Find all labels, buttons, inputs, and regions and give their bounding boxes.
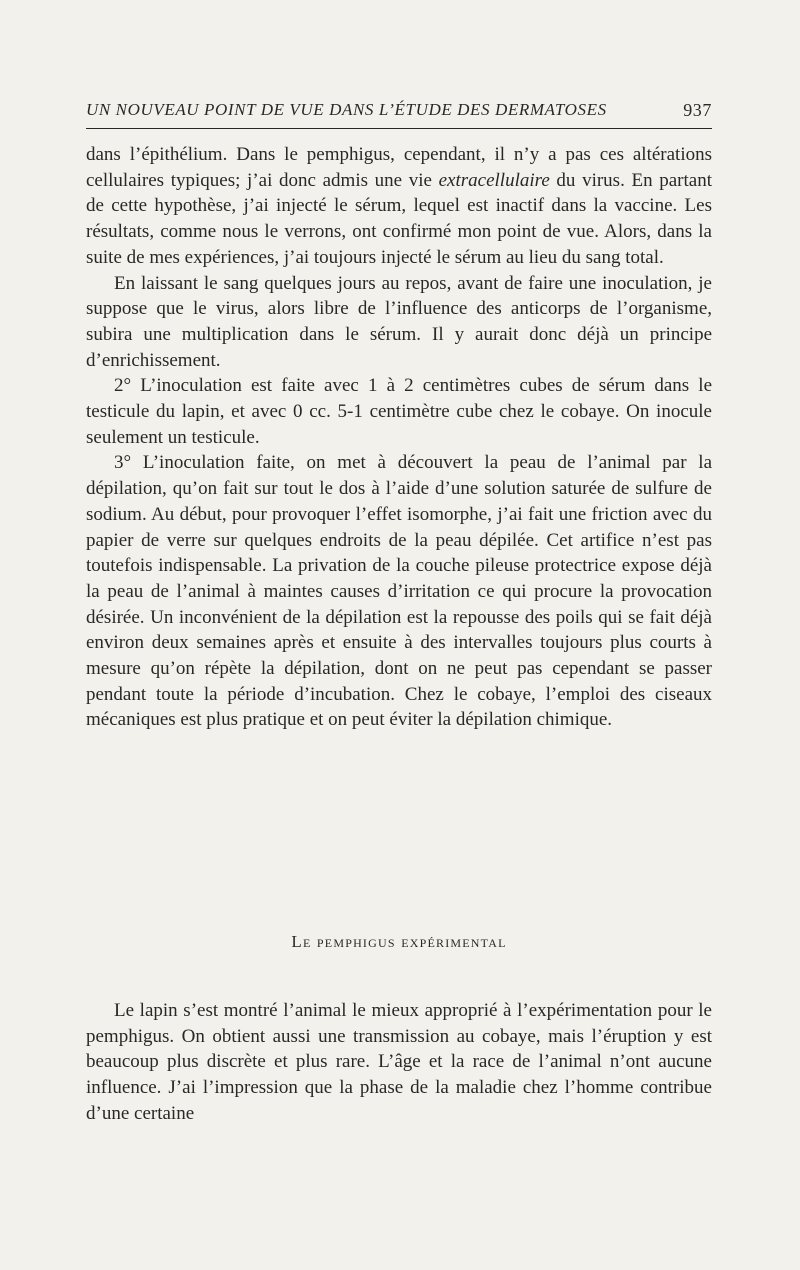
body-text-upper	[86, 142, 712, 733]
running-head	[86, 98, 712, 122]
paragraph-serum-rest: En laissant le sang quelques jours au repos, avant de faire une inoculation, je suppose que le virus, alors libre de l’influence des anticorps de l’organisme, subira une multiplication dans le sérum. Il y aurait donc déjà un principe d’enrichissement.	[86, 272, 712, 371]
page-number: 937	[683, 100, 712, 120]
section-heading: Le pemphigus expérimental	[291, 932, 507, 951]
header-rule	[86, 128, 712, 129]
paragraph-lapin: Le lapin s’est montré l’animal le mieux approprié à l’expérimentation pour le pemphigus. On obtient aussi une transmission au cobaye, mais l’éruption y est beaucoup plus discrète et plus rare. L’âge et la race de l’animal n’ont aucune influence. J’ai l’impression que la phase de la maladie chez l’homme contribue d’une certaine	[86, 1000, 712, 1124]
running-head-title: UN NOUVEAU POINT DE VUE DANS L’ÉTUDE DES DERMATOSES	[86, 100, 607, 119]
body-text-lower	[86, 998, 712, 1127]
paragraph-point-3: 3° L’inoculation faite, on met à découvert la peau de l’animal par la dépilation, qu’on fait sur tout le dos à l’aide d’une solution saturée de sulfure de sodium. Au début, pour provoquer l’effet isomorphe, j’ai fait une friction avec du papier de verre sur quelques endroits de la peau dépilée. Cet artifice n’est pas toutefois indispensable. La privation de la couche pileuse protectrice expose déjà la peau de l’animal à maintes causes d’irritation ce qui procure la provocation désirée. Un inconvénient de la dépilation est la repousse des poils qui se fait déjà environ deux semaines après et ensuite à des intervalles toujours plus courts à mesure qu’on répète la dépilation, dont on ne peut pas cependant se passer pendant toute la période d’incubation. Chez le cobaye, l’emploi des ciseaux mécaniques est plus pratique et on peut éviter la dépilation chimique.	[86, 452, 712, 731]
paragraph-point-2: 2° L’inoculation est faite avec 1 à 2 centimètres cubes de sérum dans le testicule du lapin, et avec 0 cc. 5-1 centimètre cube chez le cobaye. On inocule seulement un testicule.	[86, 375, 712, 448]
italic-term: extracellulaire	[438, 169, 550, 191]
paragraph-continuation: dans l’épithélium. Dans le pemphigus, cependant, il n’y a pas ces altérations cellulaires typiques; j’ai donc admis une vie extracellulaire du virus. En partant de cette hypothèse, j’ai injecté le sérum, lequel est inactif dans la vaccine. Les résultats, comme nous le verrons, ont confirmé mon point de vue. Alors, dans la suite de mes expériences, j’ai toujours injecté le sérum au lieu du sang total.	[86, 144, 712, 268]
